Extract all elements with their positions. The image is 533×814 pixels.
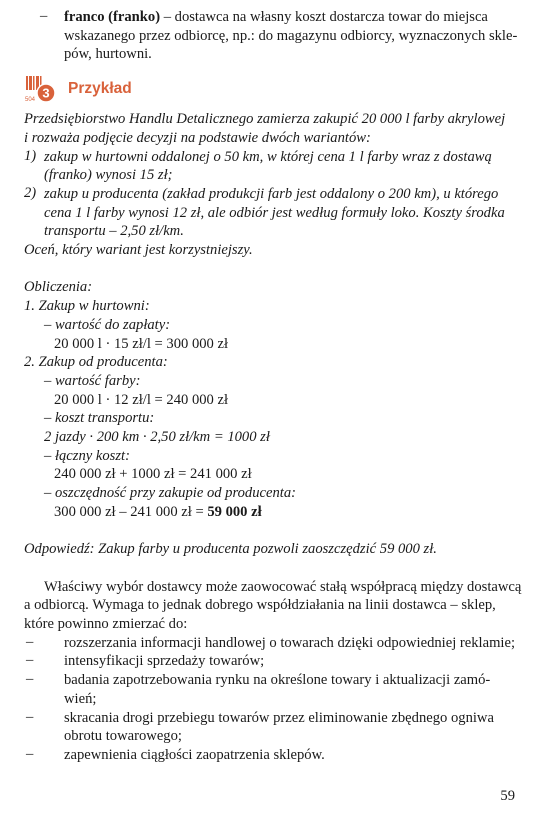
- variant-1: 1) zakup w hurtowni oddalonej o 50 km, w której cena 1 l farby wraz z dostawą (franko) wynosi 15 zł;: [24, 147, 492, 184]
- franco-def-3: pów, hurtowni.: [64, 46, 152, 63]
- page-number: 59: [500, 788, 515, 804]
- list-item: – badania zapotrzebowania rynku na określone towary i aktualizacji zamó- wień;: [26, 671, 491, 707]
- list-item: – intensyfikacji sprzedaży towarów;: [26, 652, 265, 670]
- franco-def-1: – dostawca na własny koszt dostarcza towar do miejsca: [160, 9, 488, 25]
- page-content: [24, 8, 524, 765]
- example-badge-icon: [24, 74, 60, 104]
- example-answer: Odpowiedź: Zakup farby u producenta pozwoli zaoszczędzić 59 000 zł.: [24, 541, 437, 558]
- body-paragraph: Właściwy wybór dostawcy może zaowocować stałą współpracą między dostawcą a odbiorcą. Wymaga to jednak dobrego współdziałania na linii dostawca – sklep, które powinno zmierzać do:: [24, 578, 522, 633]
- franco-item: [24, 8, 524, 64]
- example-intro-1: Przedsiębiorstwo Handlu Detalicznego zamierza zakupić 20 000 l farby akrylowej: [24, 111, 506, 128]
- calc-title: Obliczenia:: [24, 279, 93, 296]
- example-badge-number: 3: [42, 85, 50, 101]
- calc2-value-4: 300 000 zł – 241 000 zł = 59 000 zł: [54, 503, 262, 520]
- variant-2: 2) zakup u producenta (zakład produkcji farb jest oddalony o 200 km), u którego cena 1 l farby wynosi 12 zł, ale odbiór jest według formuły loko. Koszty środka transportu – 2,50 zł/km.: [24, 184, 505, 240]
- calc1-value: 20 000 l · 15 zł/l = 300 000 zł: [54, 335, 229, 352]
- example-body: [24, 110, 524, 559]
- savings-total: 59 000 zł: [207, 503, 262, 520]
- franco-term: franco (franko): [64, 9, 161, 25]
- list-item: – skracania drogi przebiegu towarów przez eliminowanie zbędnego ogniwa obrotu towarowego;: [26, 708, 494, 745]
- calc1-title: 1. Zakup w hurtowni:: [24, 298, 150, 315]
- calc2-title: 2. Zakup od producenta:: [24, 354, 168, 371]
- example-badge-code: 504: [25, 97, 36, 104]
- franco-def-2: wskazanego przez odbiorcę, np.: do magazynu odbiorcy, wyznaczonych skle-: [64, 27, 518, 44]
- list-item: – rozszerzania informacji handlowej o towarach dzięki odpowiedniej reklamie;: [26, 633, 516, 651]
- calc2-label-3: – łączny koszt:: [44, 447, 130, 464]
- bullet-list: [24, 634, 524, 765]
- calc1-label: – wartość do zapłaty:: [44, 316, 171, 333]
- example-title: Przykład: [68, 80, 132, 98]
- example-question: Oceń, który wariant jest korzystniejszy.: [24, 242, 253, 259]
- example-header: [24, 74, 524, 104]
- calc2-label-4: – oszczędność przy zakupie od producenta:: [44, 485, 296, 502]
- calc2-value-3: 240 000 zł + 1000 zł = 241 000 zł: [54, 466, 252, 483]
- dash-marker: –: [40, 8, 48, 24]
- calc2-label-2: – koszt transportu:: [44, 410, 155, 427]
- example-intro-2: i rozważa podjęcie decyzji na podstawie dwóch wariantów:: [24, 129, 371, 146]
- list-item: – zapewnienia ciągłości zaopatrzenia sklepów.: [26, 745, 325, 763]
- calc2-label-1: – wartość farby:: [44, 372, 141, 389]
- calc2-value-1: 20 000 l · 12 zł/l = 240 000 zł: [54, 391, 229, 408]
- calc2-value-2: 2 jazdy · 200 km · 2,50 zł/km = 1000 zł: [44, 429, 270, 446]
